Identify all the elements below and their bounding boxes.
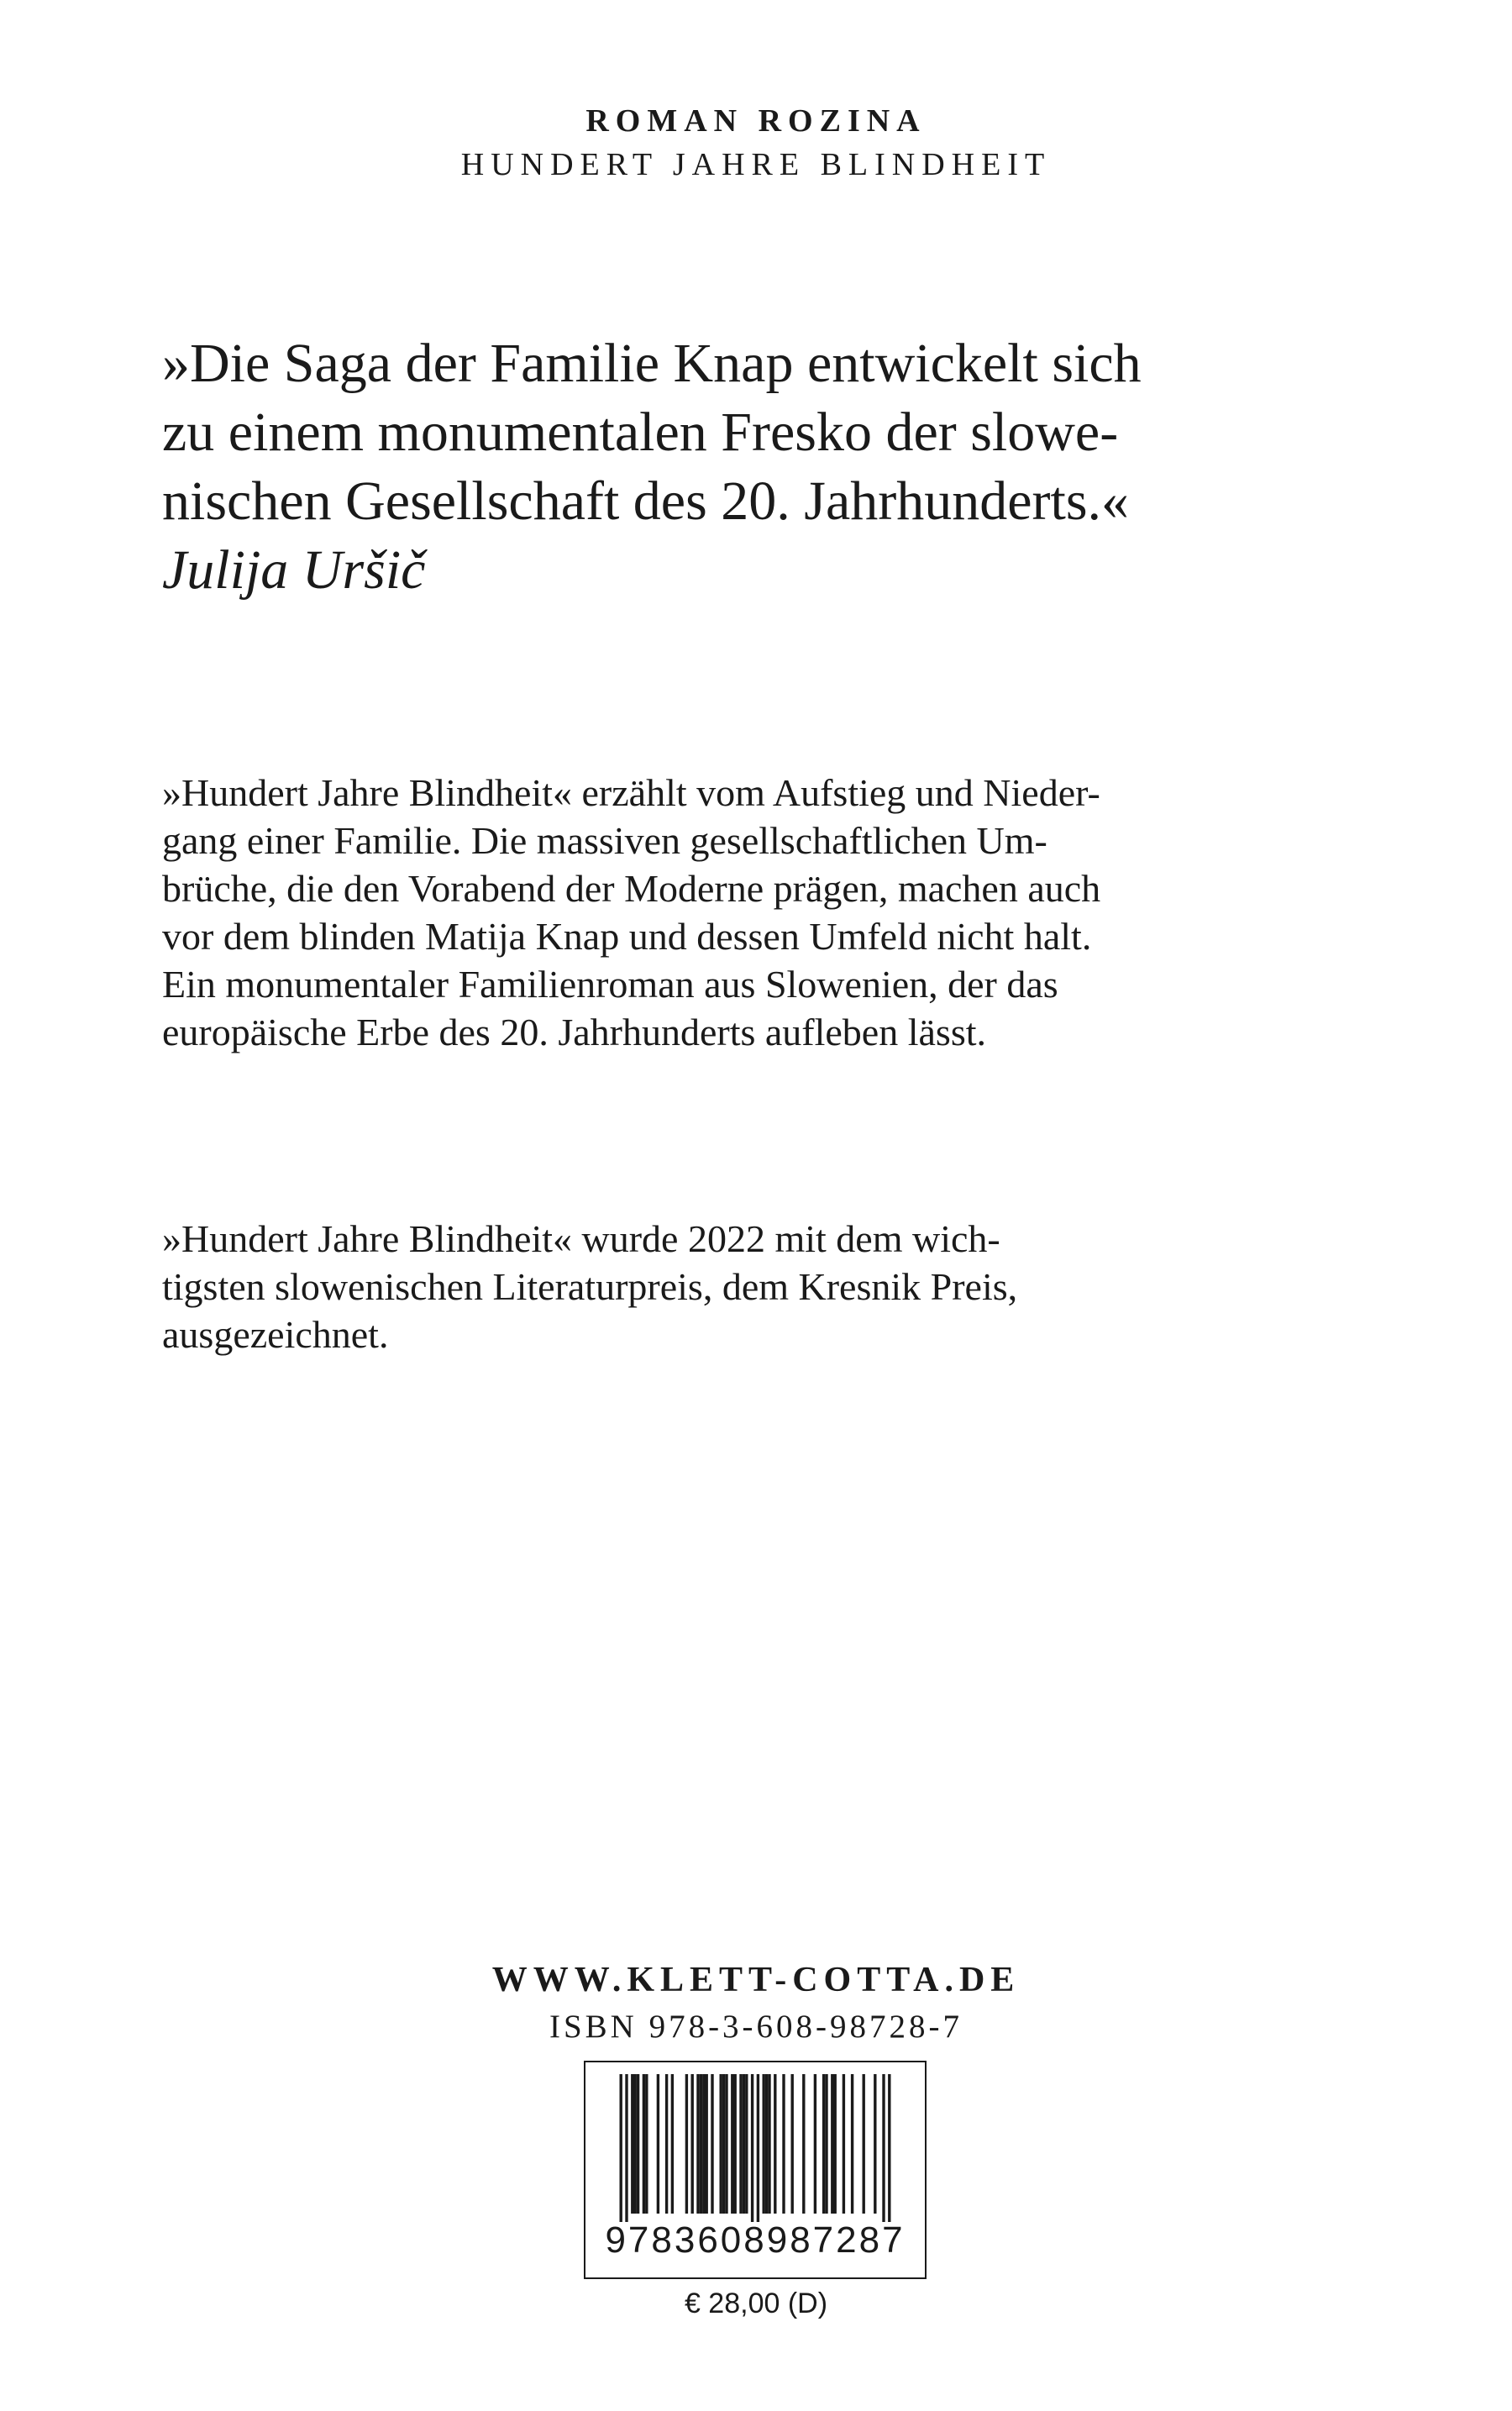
barcode-bar xyxy=(834,2074,837,2214)
barcode-bar xyxy=(863,2074,865,2214)
description-line: gang einer Familie. Die massiven gesellschaftlichen Um- xyxy=(162,819,1047,862)
barcode-bar xyxy=(791,2074,794,2214)
barcode-bar xyxy=(643,2074,645,2214)
review-quote xyxy=(162,329,1355,605)
description-line: »Hundert Jahre Blindheit« erzählt vom Aufstieg und Nieder- xyxy=(162,771,1100,814)
barcode-bar xyxy=(782,2074,785,2214)
award-paragraph xyxy=(162,1215,1355,1358)
barcode-bar xyxy=(831,2074,833,2214)
barcode-bar xyxy=(725,2074,727,2214)
barcode-bar xyxy=(768,2074,770,2214)
barcode-bar xyxy=(637,2074,639,2214)
barcode-bar xyxy=(696,2074,699,2214)
barcode-bar xyxy=(625,2074,627,2222)
description-paragraph xyxy=(162,769,1355,1056)
publisher-website: WWW.KLETT-COTTA.DE xyxy=(491,1961,1021,1999)
barcode-bar xyxy=(645,2074,648,2214)
description-line: europäische Erbe des 20. Jahrhunderts aufleben lässt. xyxy=(162,1011,987,1053)
barcode-bar xyxy=(763,2074,765,2214)
barcode-bar xyxy=(743,2074,745,2214)
quote-line: zu einem monumentalen Fresko der slowe- xyxy=(162,402,1119,463)
barcode-bar xyxy=(691,2074,694,2214)
barcode-bar xyxy=(665,2074,668,2214)
barcode-bar xyxy=(685,2074,688,2214)
barcode-bar xyxy=(671,2074,674,2214)
barcode-bar xyxy=(802,2074,805,2214)
barcode-bar xyxy=(711,2074,713,2214)
barcode-bar xyxy=(657,2074,659,2214)
barcode-bar xyxy=(851,2074,853,2214)
author-name: ROMAN ROZINA xyxy=(585,103,927,139)
barcode-bar xyxy=(734,2074,737,2214)
publisher-footer xyxy=(0,1956,1512,2050)
barcode-bar xyxy=(739,2074,742,2214)
barcode-digits: 9783608987287 xyxy=(605,2219,906,2261)
barcode-bar xyxy=(874,2074,876,2214)
barcode-bar xyxy=(702,2074,705,2214)
barcode-bar xyxy=(843,2074,845,2214)
award-line: »Hundert Jahre Blindheit« wurde 2022 mit dem wich- xyxy=(162,1217,1000,1260)
description-line: vor dem blinden Matija Knap und dessen Umfeld nicht halt. xyxy=(162,915,1092,958)
quote-line: nischen Gesellschaft des 20. Jahrhunderts.« xyxy=(162,470,1130,532)
barcode-bar xyxy=(631,2074,633,2214)
barcode-bar xyxy=(745,2074,748,2214)
barcode-bar xyxy=(774,2074,776,2214)
price-label: € 28,00 (D) xyxy=(684,2288,828,2319)
barcode-bar xyxy=(700,2074,702,2214)
book-header xyxy=(0,99,1512,186)
barcode-icon xyxy=(585,2062,925,2222)
barcode xyxy=(584,2061,927,2279)
quote-attribution: Julija Uršič xyxy=(162,539,426,601)
barcode-bar xyxy=(706,2074,708,2214)
barcode-bar xyxy=(882,2074,885,2222)
award-line: ausgezeichnet. xyxy=(162,1313,389,1356)
barcode-bar xyxy=(825,2074,827,2214)
isbn-number: ISBN 978-3-608-98728-7 xyxy=(549,2009,963,2045)
award-line: tigsten slowenischen Literaturpreis, dem Kresnik Preis, xyxy=(162,1265,1018,1308)
barcode-bar xyxy=(888,2074,890,2222)
barcode-bar xyxy=(757,2074,759,2222)
barcode-bar xyxy=(822,2074,825,2214)
barcode-bar xyxy=(731,2074,733,2214)
barcode-bar xyxy=(765,2074,768,2214)
book-title: HUNDERT JAHRE BLINDHEIT xyxy=(460,147,1052,182)
barcode-bar xyxy=(751,2074,753,2222)
quote-line: »Die Saga der Familie Knap entwickelt sich xyxy=(162,333,1142,394)
description-line: brüche, die den Vorabend der Moderne prägen, machen auch xyxy=(162,867,1101,910)
barcode-bar xyxy=(634,2074,637,2214)
barcode-bar xyxy=(814,2074,816,2214)
description-line: Ein monumentaler Familienroman aus Slowenien, der das xyxy=(162,963,1058,1006)
barcode-bar xyxy=(722,2074,725,2214)
barcode-bar xyxy=(720,2074,722,2214)
barcode-bar xyxy=(620,2074,622,2222)
